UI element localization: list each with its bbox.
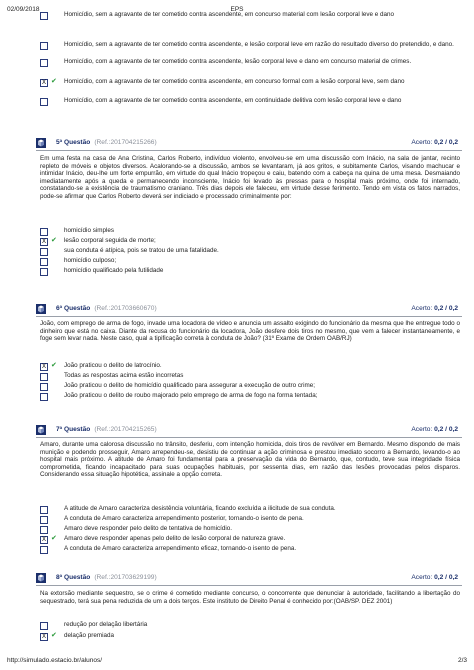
question-number: 6ª Questão	[56, 305, 91, 312]
option-checkbox[interactable]	[40, 228, 48, 236]
option-checkbox[interactable]	[40, 42, 48, 50]
q7-statement: Amaro, durante uma calorosa discussão no trânsito, desferiu, com intenção homicida, dois tiros de revólver em Bernardo. Mesmo dispondo de mais munição e podendo prosseguir, Amaro arrependeu-se, desistiu de continuar a ação criminosa e prestou imediato socorro a Bernardo, levando-o ao hospital mais próximo. A atitude de Amaro foi fundamental para a preservação da vida do Bernardo, que, contudo, teve sua integridade física comprometida, ficando incapacitado para suas ocupações habituais, por sessenta dias, em razão das lesões provocadas pelos disparos. Considerando essa situação hipotética, assinale a opção correta.	[40, 441, 460, 479]
score-label: Acerto:	[411, 305, 433, 312]
score-value: 0,2	[434, 139, 444, 146]
option-text: A conduta de Amaro caracteriza arrependimento posterior, tornando-o isento de pena.	[64, 515, 304, 522]
q8-option-2[interactable]	[40, 632, 460, 641]
q5-statement: Em uma festa na casa de Ana Cristina, Carlos Roberto, indivíduo violento, envolveu-se em uma discussão com Inácio, na sala de jantar, recinto repleto de móveis e objetos diversos. Acalorando-se a discussão, ambos se levantaram, já aos gritos, e subitamente Carlos, visando machucar e intimidar Inácio, deu-lhe um forte empurrão, em virtude do qual Inácio tropeçou e caiu, batendo com a cabeça na quina de uma mesa. Desmaiando imediatamente após a queda e permanecendo inconsciente, Inácio foi levado às pressas para o hospital mais próximo, onde foi internado, constatando-se a existência de traumatismo craniano. Três dias depois ele faleceu, em virtude desse ferimento. Tendo em vista os fatos narrados, pode-se afirmar que Carlos Roberto deverá ser indiciado e processado criminalmente por:	[40, 155, 460, 200]
question-label	[56, 574, 157, 581]
q8-statement: Na extorsão mediante sequestro, se o crime é cometido mediante concurso, o concorrente que denunciar à autoridade, facilitando a libertação do sequestrado, terá sua pena reduzida de um a dois terços. Este instituto de Direito Penal é conhecido por:(OAB/SP. DEZ 2001)	[40, 590, 460, 605]
q7-option-5[interactable]	[40, 545, 460, 554]
q4-option-3[interactable]	[40, 58, 460, 74]
option-text: homicídio qualificado pela futilidade	[64, 267, 164, 274]
question-ref: (Ref.:201703660670)	[94, 305, 157, 312]
header-divider	[36, 585, 462, 587]
option-checkbox[interactable]	[40, 12, 48, 20]
option-text: Amaro deve responder apenas pelo delito de lesão corporal de natureza grave.	[64, 535, 286, 542]
question-score	[411, 574, 458, 581]
option-checkbox[interactable]	[40, 268, 48, 276]
option-checkbox[interactable]	[40, 373, 48, 381]
question-label	[56, 139, 157, 146]
page-date: 02/09/2018	[7, 6, 40, 13]
option-text: João praticou o delito de homicídio qualificado para assegurar a execução de outro crime;	[64, 382, 315, 389]
q5-option-1[interactable]	[40, 227, 460, 236]
option-text: redução por delação libertária	[64, 621, 148, 628]
option-text: homicídio culposo;	[64, 257, 117, 264]
score-max: / 0,2	[445, 305, 458, 312]
option-text: sua conduta é atípica, pois se tratou de uma fatalidade.	[64, 247, 219, 254]
correct-check-icon: ✔	[51, 632, 57, 639]
header-divider	[36, 150, 462, 152]
q6-option-2[interactable]	[40, 372, 460, 381]
page-footer-url: http://simulado.estacio.br/alunos/	[7, 657, 103, 664]
score-max: / 0,2	[445, 139, 458, 146]
q4-option-4[interactable]	[40, 78, 460, 94]
q6-header	[36, 303, 462, 317]
option-text: Amaro deve responder pelo delito de tentativa de homicídio.	[64, 525, 233, 532]
page-header-title: EPS	[230, 6, 244, 13]
correct-check-icon: ✔	[51, 237, 57, 244]
question-number: 7ª Questão	[56, 426, 91, 433]
question-number: 5ª Questão	[56, 139, 91, 146]
q6-option-3[interactable]	[40, 382, 460, 391]
q6-option-1[interactable]	[40, 362, 460, 371]
option-checkbox[interactable]: X	[41, 537, 46, 543]
header-divider	[36, 437, 462, 439]
q4-option-1[interactable]	[40, 11, 460, 27]
question-label	[56, 426, 157, 433]
question-score	[411, 426, 458, 433]
score-label: Acerto:	[411, 426, 433, 433]
question-number: 8ª Questão	[56, 574, 91, 581]
option-text: Homicídio, sem a agravante de ter cometido contra ascendente, e lesão corporal leve em razão do resultado diverso do pretendido, e dano.	[64, 41, 454, 48]
option-checkbox[interactable]	[40, 546, 48, 554]
option-checkbox[interactable]	[40, 248, 48, 256]
question-ref: (Ref.:201704215266)	[94, 139, 157, 146]
score-value: 0,2	[434, 426, 444, 433]
question-cube-icon	[36, 138, 46, 148]
option-text: A atitude de Amaro caracteriza desistência voluntária, ficando excluída a ilicitude de sua conduta.	[64, 505, 336, 512]
option-checkbox[interactable]	[40, 526, 48, 534]
option-checkbox[interactable]	[40, 258, 48, 266]
option-text: homicídio simples	[64, 227, 115, 234]
option-text: João praticou o delito de latrocínio.	[64, 362, 162, 369]
q4-option-5[interactable]	[40, 97, 460, 113]
option-checkbox[interactable]: X	[41, 239, 46, 245]
option-text: Todas as respostas acima estão incorretas	[64, 372, 184, 379]
option-checkbox[interactable]	[40, 516, 48, 524]
option-text: lesão corporal seguida de morte;	[64, 237, 156, 244]
score-max: / 0,2	[445, 574, 458, 581]
q7-option-1[interactable]	[40, 505, 460, 514]
q8-option-1[interactable]	[40, 621, 460, 630]
q7-option-4[interactable]	[40, 535, 460, 544]
question-cube-icon	[36, 573, 46, 583]
option-text: Homicídio, com a agravante de ter cometido contra ascendente, em concurso formal com a lesão corporal leve, sem dano	[64, 78, 405, 85]
score-max: / 0,2	[445, 426, 458, 433]
score-value: 0,2	[434, 305, 444, 312]
question-score	[411, 305, 458, 312]
q5-option-4[interactable]	[40, 257, 460, 266]
score-label: Acerto:	[411, 574, 433, 581]
page-number: 2/3	[457, 657, 467, 664]
q7-option-3[interactable]	[40, 525, 460, 534]
score-label: Acerto:	[411, 139, 433, 146]
q8-header	[36, 572, 462, 586]
option-checkbox[interactable]: X	[41, 80, 46, 86]
correct-check-icon: ✔	[51, 535, 57, 542]
q5-option-2[interactable]	[40, 237, 460, 246]
question-score	[411, 139, 458, 146]
q6-option-4[interactable]	[40, 392, 460, 401]
q6-statement: João, com emprego de arma de fogo, invade uma locadora de vídeo e anuncia um assalto exigindo do funcionário da mesma que lhe entregue todo o dinheiro que está no caixa. Diante da recusa do funcionário da locadora, João desfere dois tiros no mesmo, que vem a falecer instantaneamente, e foge sem levar nada. Neste caso, qual a tipificação correta à conduta de João? (31º Exame de Ordem OAB/RJ)	[40, 320, 460, 343]
option-text: A conduta de Amaro caracteriza arrependimento eficaz, tornando-o isento de pena.	[64, 545, 297, 552]
option-checkbox[interactable]	[40, 506, 48, 514]
option-checkbox[interactable]: X	[41, 364, 46, 370]
q5-option-5[interactable]	[40, 267, 460, 276]
question-label	[56, 305, 157, 312]
option-checkbox[interactable]	[40, 622, 48, 630]
q7-header	[36, 424, 462, 438]
q5-header	[36, 137, 462, 151]
correct-check-icon: ✔	[51, 362, 57, 369]
option-checkbox[interactable]	[40, 393, 48, 401]
option-text: Homicídio, sem a agravante de ter cometido contra ascendente, em concurso material com lesão corporal leve e dano	[64, 11, 395, 18]
option-checkbox[interactable]	[40, 98, 48, 106]
header-divider	[36, 316, 462, 318]
option-checkbox[interactable]	[40, 383, 48, 391]
option-text: delação premiada	[64, 632, 115, 639]
option-text: João praticou o delito de roubo majorado pelo emprego de arma de fogo na forma tentada;	[64, 392, 318, 399]
question-ref: (Ref.:201704215265)	[94, 426, 157, 433]
correct-check-icon: ✔	[51, 78, 57, 85]
q5-option-3[interactable]	[40, 247, 460, 256]
q7-option-2[interactable]	[40, 515, 460, 524]
question-cube-icon	[36, 304, 46, 314]
option-text: Homicídio, com a agravante de ter cometido contra ascendente, lesão corporal leve e dano em concurso material de crimes.	[64, 58, 412, 65]
option-checkbox[interactable]: X	[41, 634, 46, 640]
option-text: Homicídio, com a agravante de ter cometido contra ascendente, em continuidade delitiva com lesão corporal leve e dano	[64, 97, 402, 104]
question-cube-icon	[36, 425, 46, 435]
question-ref: (Ref.:201703629199)	[94, 574, 157, 581]
option-checkbox[interactable]	[40, 59, 48, 67]
score-value: 0,2	[434, 574, 444, 581]
